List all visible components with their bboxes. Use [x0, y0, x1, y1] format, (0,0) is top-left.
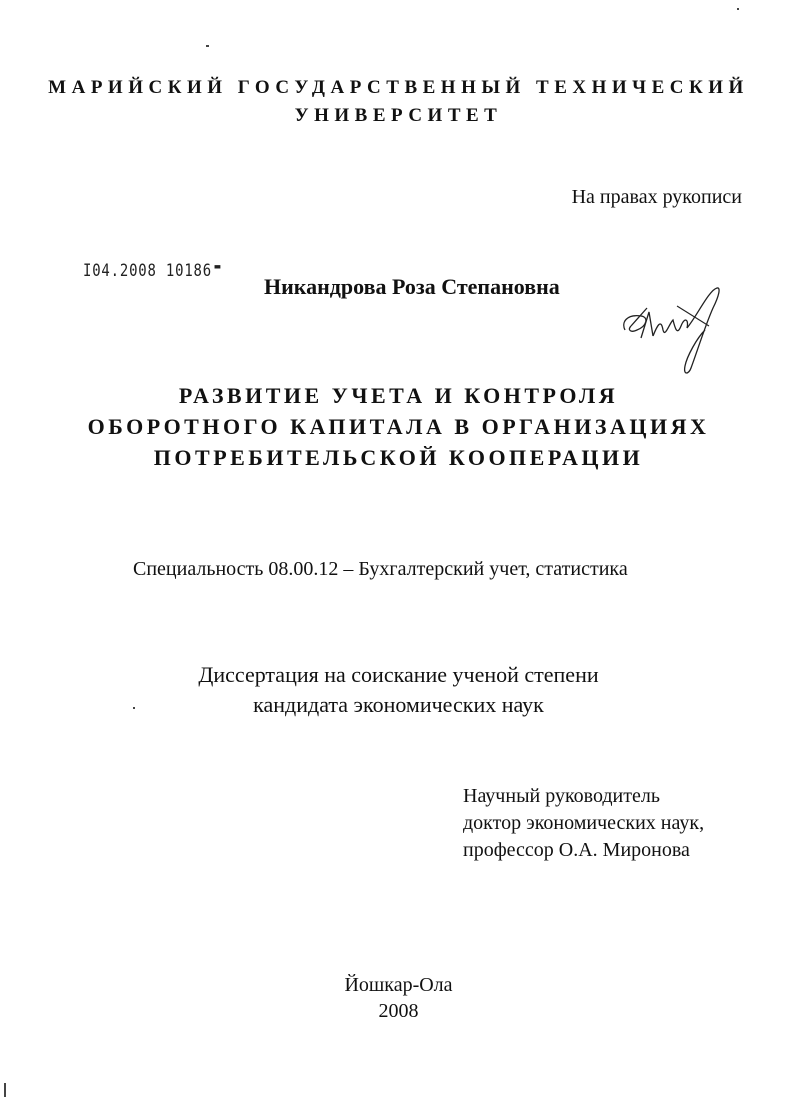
specialty-line: Специальность 08.00.12 – Бухгалтерский учет, статистика [133, 558, 628, 580]
scan-speck [737, 8, 739, 10]
scan-speck [133, 707, 135, 709]
city: Йошкар-Ола [344, 974, 453, 996]
scan-speck [4, 1083, 6, 1097]
author-name: Никандрова Роза Степановна [264, 274, 560, 299]
archive-stamp [83, 259, 221, 281]
title-line-3: ПОТРЕБИТЕЛЬСКОЙ КООПЕРАЦИИ [153, 445, 644, 470]
archive-stamp-number: I04.2008 10186 [83, 261, 212, 281]
signature-image [617, 286, 727, 378]
degree-statement [0, 660, 797, 720]
dissertation-title [0, 380, 797, 473]
supervisor-line-1: Научный руководитель [463, 785, 660, 807]
degree-line-2: кандидата экономических наук [253, 692, 544, 717]
supervisor-line-3: профессор О.А. Миронова [463, 839, 690, 861]
supervisor-line-2: доктор экономических наук, [463, 812, 705, 834]
scientific-supervisor [463, 783, 704, 864]
title-line-2: ОБОРОТНОГО КАПИТАЛА В ОРГАНИЗАЦИЯХ [87, 414, 710, 439]
manuscript-rights-note: На правах рукописи [571, 186, 742, 208]
year: 2008 [378, 1000, 419, 1022]
university-heading [0, 74, 797, 130]
university-line-1: МАРИЙСКИЙ ГОСУДАРСТВЕННЫЙ ТЕХНИЧЕСКИЙ [48, 77, 749, 98]
stamp-dash: ▬ [214, 259, 222, 273]
title-line-1: РАЗВИТИЕ УЧЕТА И КОНТРОЛЯ [178, 383, 619, 408]
university-line-2: УНИВЕРСИТЕТ [294, 105, 503, 126]
city-and-year [0, 972, 797, 1024]
degree-line-1: Диссертация на соискание ученой степени [198, 662, 599, 687]
scan-speck [206, 45, 209, 47]
